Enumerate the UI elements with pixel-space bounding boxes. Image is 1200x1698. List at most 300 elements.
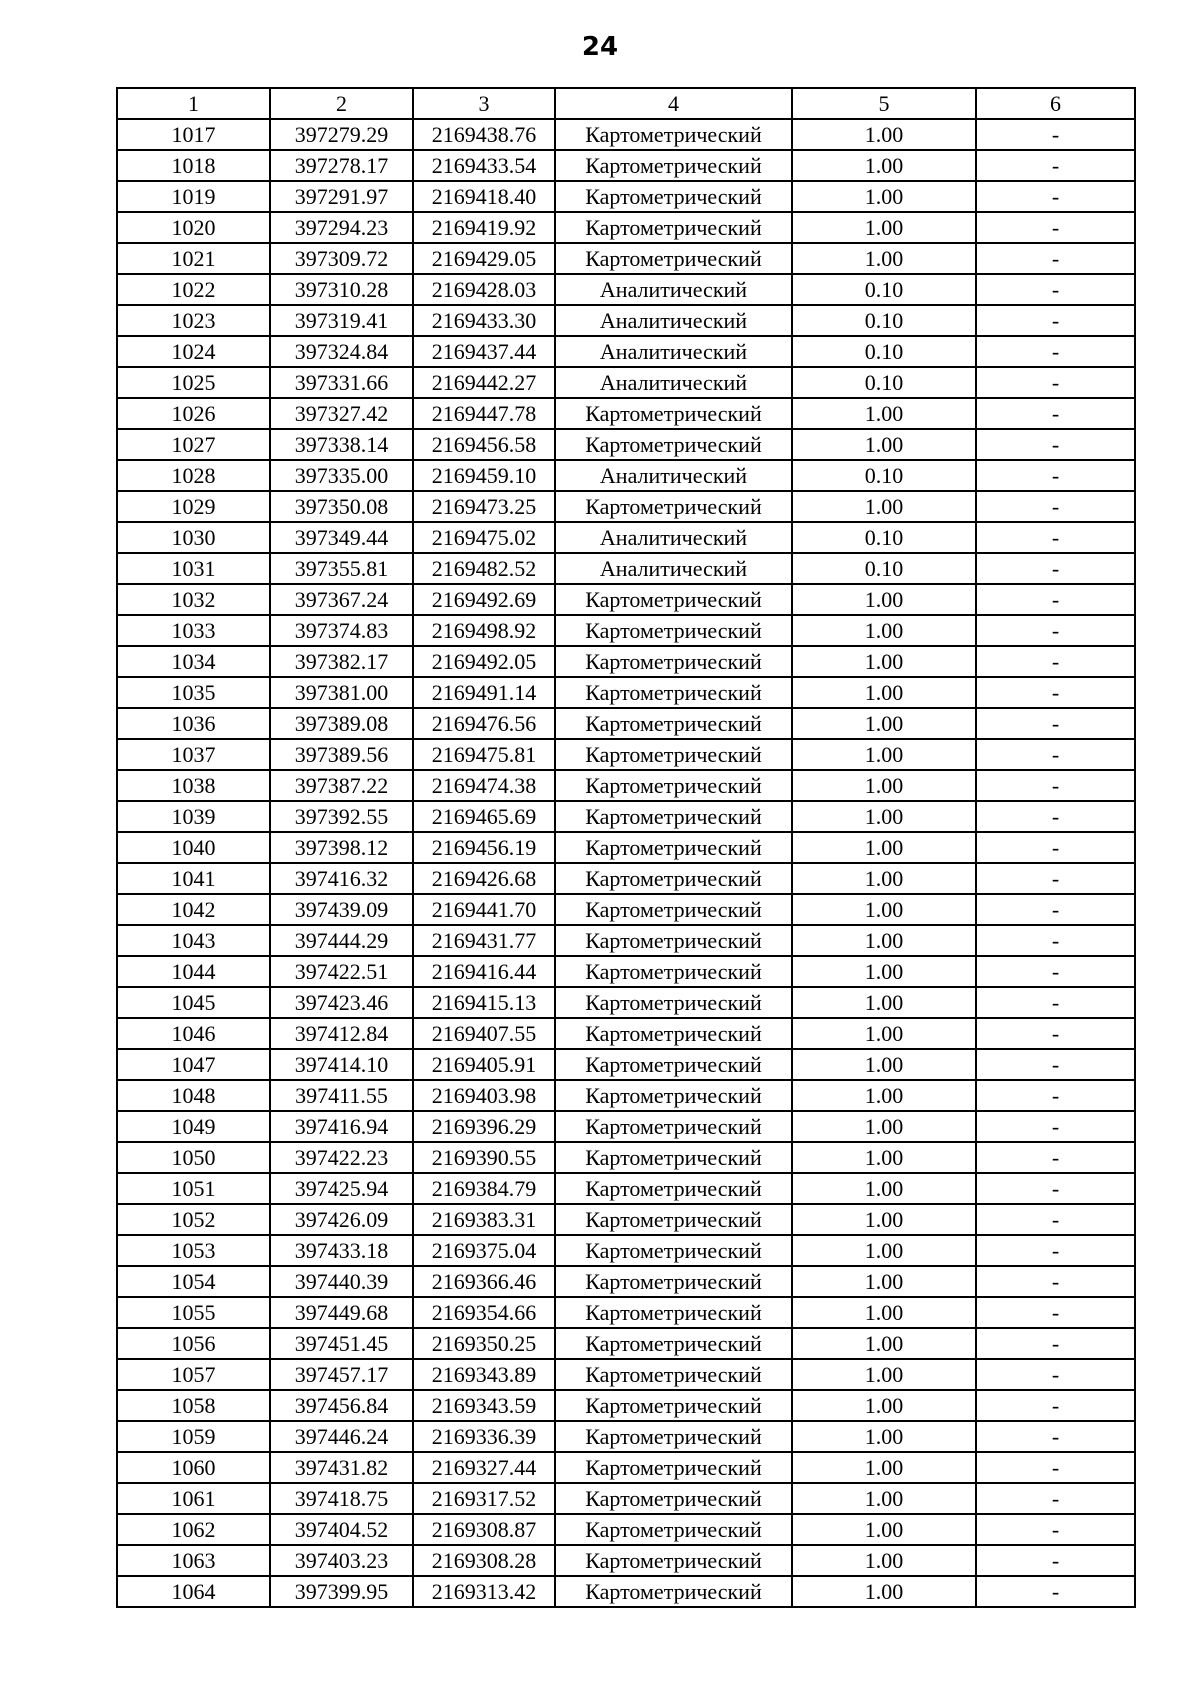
note-cell: - (976, 584, 1135, 615)
note-cell: - (976, 1514, 1135, 1545)
x-coordinate-cell: 397310.28 (270, 274, 413, 305)
accuracy-cell: 1.00 (792, 1545, 976, 1576)
x-coordinate-cell: 397422.51 (270, 956, 413, 987)
table-row (117, 119, 1135, 150)
table-row (117, 584, 1135, 615)
y-coordinate-cell: 2169431.77 (413, 925, 555, 956)
method-cell: Картометрический (555, 1049, 792, 1080)
table-row (117, 336, 1135, 367)
accuracy-cell: 1.00 (792, 1111, 976, 1142)
point-number-cell: 1035 (117, 677, 270, 708)
note-cell: - (976, 274, 1135, 305)
method-cell: Картометрический (555, 739, 792, 770)
point-number-cell: 1026 (117, 398, 270, 429)
x-coordinate-cell: 397398.12 (270, 832, 413, 863)
y-coordinate-cell: 2169437.44 (413, 336, 555, 367)
accuracy-cell: 1.00 (792, 708, 976, 739)
note-cell: - (976, 1111, 1135, 1142)
x-coordinate-cell: 397278.17 (270, 150, 413, 181)
y-coordinate-cell: 2169491.14 (413, 677, 555, 708)
accuracy-cell: 1.00 (792, 1173, 976, 1204)
x-coordinate-cell: 397414.10 (270, 1049, 413, 1080)
point-number-cell: 1060 (117, 1452, 270, 1483)
y-coordinate-cell: 2169475.81 (413, 739, 555, 770)
x-coordinate-cell: 397399.95 (270, 1576, 413, 1607)
y-coordinate-cell: 2169327.44 (413, 1452, 555, 1483)
accuracy-cell: 0.10 (792, 274, 976, 305)
note-cell: - (976, 956, 1135, 987)
table-row (117, 305, 1135, 336)
method-cell: Картометрический (555, 832, 792, 863)
note-cell: - (976, 119, 1135, 150)
note-cell: - (976, 1452, 1135, 1483)
method-cell: Картометрический (555, 1421, 792, 1452)
point-number-cell: 1049 (117, 1111, 270, 1142)
point-number-cell: 1041 (117, 863, 270, 894)
table-row (117, 553, 1135, 584)
y-coordinate-cell: 2169390.55 (413, 1142, 555, 1173)
x-coordinate-cell: 397389.56 (270, 739, 413, 770)
x-coordinate-cell: 397457.17 (270, 1359, 413, 1390)
table-row (117, 615, 1135, 646)
method-cell: Картометрический (555, 925, 792, 956)
x-coordinate-cell: 397327.42 (270, 398, 413, 429)
table-row (117, 1018, 1135, 1049)
note-cell: - (976, 336, 1135, 367)
accuracy-cell: 1.00 (792, 1328, 976, 1359)
table-row (117, 1297, 1135, 1328)
accuracy-cell: 0.10 (792, 367, 976, 398)
note-cell: - (976, 1235, 1135, 1266)
note-cell: - (976, 522, 1135, 553)
x-coordinate-cell: 397403.23 (270, 1545, 413, 1576)
table-row (117, 894, 1135, 925)
y-coordinate-cell: 2169492.05 (413, 646, 555, 677)
point-number-cell: 1058 (117, 1390, 270, 1421)
accuracy-cell: 1.00 (792, 646, 976, 677)
point-number-cell: 1038 (117, 770, 270, 801)
y-coordinate-cell: 2169459.10 (413, 460, 555, 491)
accuracy-cell: 0.10 (792, 460, 976, 491)
method-cell: Картометрический (555, 243, 792, 274)
y-coordinate-cell: 2169474.38 (413, 770, 555, 801)
y-coordinate-cell: 2169383.31 (413, 1204, 555, 1235)
y-coordinate-cell: 2169433.30 (413, 305, 555, 336)
method-cell: Картометрический (555, 150, 792, 181)
method-cell: Картометрический (555, 1266, 792, 1297)
note-cell: - (976, 181, 1135, 212)
table-header-row (117, 88, 1135, 119)
y-coordinate-cell: 2169415.13 (413, 987, 555, 1018)
x-coordinate-cell: 397439.09 (270, 894, 413, 925)
method-cell: Картометрический (555, 770, 792, 801)
y-coordinate-cell: 2169475.02 (413, 522, 555, 553)
table-row (117, 1545, 1135, 1576)
table-row (117, 739, 1135, 770)
method-cell: Картометрический (555, 646, 792, 677)
point-number-cell: 1046 (117, 1018, 270, 1049)
point-number-cell: 1064 (117, 1576, 270, 1607)
accuracy-cell: 1.00 (792, 894, 976, 925)
note-cell: - (976, 460, 1135, 491)
point-number-cell: 1050 (117, 1142, 270, 1173)
y-coordinate-cell: 2169456.58 (413, 429, 555, 460)
y-coordinate-cell: 2169442.27 (413, 367, 555, 398)
method-cell: Картометрический (555, 1452, 792, 1483)
table-row (117, 646, 1135, 677)
y-coordinate-cell: 2169433.54 (413, 150, 555, 181)
point-number-cell: 1051 (117, 1173, 270, 1204)
accuracy-cell: 1.00 (792, 801, 976, 832)
note-cell: - (976, 801, 1135, 832)
point-number-cell: 1053 (117, 1235, 270, 1266)
table-row (117, 1266, 1135, 1297)
table-row (117, 708, 1135, 739)
method-cell: Картометрический (555, 181, 792, 212)
y-coordinate-cell: 2169416.44 (413, 956, 555, 987)
accuracy-cell: 1.00 (792, 1514, 976, 1545)
y-coordinate-cell: 2169343.89 (413, 1359, 555, 1390)
x-coordinate-cell: 397425.94 (270, 1173, 413, 1204)
table-row (117, 1235, 1135, 1266)
accuracy-cell: 1.00 (792, 739, 976, 770)
x-coordinate-cell: 397433.18 (270, 1235, 413, 1266)
method-cell: Картометрический (555, 1235, 792, 1266)
note-cell: - (976, 987, 1135, 1018)
table-row (117, 956, 1135, 987)
accuracy-cell: 1.00 (792, 1235, 976, 1266)
note-cell: - (976, 212, 1135, 243)
y-coordinate-cell: 2169336.39 (413, 1421, 555, 1452)
y-coordinate-cell: 2169482.52 (413, 553, 555, 584)
note-cell: - (976, 1421, 1135, 1452)
x-coordinate-cell: 397367.24 (270, 584, 413, 615)
accuracy-cell: 1.00 (792, 1421, 976, 1452)
table-row (117, 181, 1135, 212)
y-coordinate-cell: 2169366.46 (413, 1266, 555, 1297)
point-number-cell: 1024 (117, 336, 270, 367)
table-row (117, 1049, 1135, 1080)
method-cell: Картометрический (555, 212, 792, 243)
x-coordinate-cell: 397404.52 (270, 1514, 413, 1545)
x-coordinate-cell: 397294.23 (270, 212, 413, 243)
table-row (117, 770, 1135, 801)
y-coordinate-cell: 2169317.52 (413, 1483, 555, 1514)
note-cell: - (976, 1545, 1135, 1576)
point-number-cell: 1054 (117, 1266, 270, 1297)
accuracy-cell: 1.00 (792, 1018, 976, 1049)
y-coordinate-cell: 2169419.92 (413, 212, 555, 243)
column-header: 5 (792, 88, 976, 119)
x-coordinate-cell: 397418.75 (270, 1483, 413, 1514)
point-number-cell: 1030 (117, 522, 270, 553)
point-number-cell: 1029 (117, 491, 270, 522)
x-coordinate-cell: 397349.44 (270, 522, 413, 553)
x-coordinate-cell: 397422.23 (270, 1142, 413, 1173)
x-coordinate-cell: 397350.08 (270, 491, 413, 522)
note-cell: - (976, 1266, 1135, 1297)
method-cell: Аналитический (555, 367, 792, 398)
x-coordinate-cell: 397381.00 (270, 677, 413, 708)
table-row (117, 1204, 1135, 1235)
x-coordinate-cell: 397279.29 (270, 119, 413, 150)
accuracy-cell: 1.00 (792, 770, 976, 801)
accuracy-cell: 1.00 (792, 1204, 976, 1235)
note-cell: - (976, 646, 1135, 677)
note-cell: - (976, 739, 1135, 770)
accuracy-cell: 1.00 (792, 1452, 976, 1483)
y-coordinate-cell: 2169426.68 (413, 863, 555, 894)
note-cell: - (976, 708, 1135, 739)
x-coordinate-cell: 397319.41 (270, 305, 413, 336)
method-cell: Картометрический (555, 119, 792, 150)
point-number-cell: 1059 (117, 1421, 270, 1452)
table-row (117, 1452, 1135, 1483)
point-number-cell: 1025 (117, 367, 270, 398)
method-cell: Картометрический (555, 1390, 792, 1421)
method-cell: Картометрический (555, 1514, 792, 1545)
page-number: 24 (581, 32, 619, 62)
method-cell: Картометрический (555, 1173, 792, 1204)
x-coordinate-cell: 397382.17 (270, 646, 413, 677)
coordinates-table (116, 87, 1136, 1608)
y-coordinate-cell: 2169354.66 (413, 1297, 555, 1328)
method-cell: Картометрический (555, 801, 792, 832)
note-cell: - (976, 553, 1135, 584)
x-coordinate-cell: 397423.46 (270, 987, 413, 1018)
method-cell: Картометрический (555, 1297, 792, 1328)
point-number-cell: 1023 (117, 305, 270, 336)
accuracy-cell: 1.00 (792, 925, 976, 956)
table-row (117, 1421, 1135, 1452)
y-coordinate-cell: 2169396.29 (413, 1111, 555, 1142)
y-coordinate-cell: 2169343.59 (413, 1390, 555, 1421)
point-number-cell: 1055 (117, 1297, 270, 1328)
method-cell: Картометрический (555, 1545, 792, 1576)
table-row (117, 863, 1135, 894)
table-row (117, 429, 1135, 460)
note-cell: - (976, 1297, 1135, 1328)
y-coordinate-cell: 2169447.78 (413, 398, 555, 429)
note-cell: - (976, 305, 1135, 336)
y-coordinate-cell: 2169405.91 (413, 1049, 555, 1080)
x-coordinate-cell: 397355.81 (270, 553, 413, 584)
table-row (117, 274, 1135, 305)
accuracy-cell: 1.00 (792, 956, 976, 987)
note-cell: - (976, 1483, 1135, 1514)
method-cell: Картометрический (555, 863, 792, 894)
column-header: 4 (555, 88, 792, 119)
method-cell: Аналитический (555, 553, 792, 584)
point-number-cell: 1033 (117, 615, 270, 646)
x-coordinate-cell: 397416.32 (270, 863, 413, 894)
method-cell: Картометрический (555, 677, 792, 708)
method-cell: Картометрический (555, 1483, 792, 1514)
table-row (117, 1080, 1135, 1111)
table-row (117, 212, 1135, 243)
y-coordinate-cell: 2169465.69 (413, 801, 555, 832)
note-cell: - (976, 1018, 1135, 1049)
note-cell: - (976, 1359, 1135, 1390)
point-number-cell: 1028 (117, 460, 270, 491)
table-row (117, 367, 1135, 398)
point-number-cell: 1057 (117, 1359, 270, 1390)
point-number-cell: 1039 (117, 801, 270, 832)
accuracy-cell: 0.10 (792, 336, 976, 367)
accuracy-cell: 1.00 (792, 863, 976, 894)
accuracy-cell: 1.00 (792, 429, 976, 460)
table-row (117, 1514, 1135, 1545)
table-row (117, 150, 1135, 181)
point-number-cell: 1044 (117, 956, 270, 987)
table-row (117, 1173, 1135, 1204)
accuracy-cell: 1.00 (792, 987, 976, 1018)
method-cell: Аналитический (555, 274, 792, 305)
y-coordinate-cell: 2169429.05 (413, 243, 555, 274)
point-number-cell: 1022 (117, 274, 270, 305)
point-number-cell: 1047 (117, 1049, 270, 1080)
point-number-cell: 1045 (117, 987, 270, 1018)
accuracy-cell: 1.00 (792, 677, 976, 708)
x-coordinate-cell: 397411.55 (270, 1080, 413, 1111)
table-row (117, 1576, 1135, 1607)
note-cell: - (976, 615, 1135, 646)
accuracy-cell: 1.00 (792, 491, 976, 522)
point-number-cell: 1042 (117, 894, 270, 925)
y-coordinate-cell: 2169498.92 (413, 615, 555, 646)
table-row (117, 677, 1135, 708)
point-number-cell: 1037 (117, 739, 270, 770)
accuracy-cell: 1.00 (792, 212, 976, 243)
accuracy-cell: 0.10 (792, 305, 976, 336)
table-row (117, 987, 1135, 1018)
note-cell: - (976, 677, 1135, 708)
y-coordinate-cell: 2169438.76 (413, 119, 555, 150)
point-number-cell: 1056 (117, 1328, 270, 1359)
accuracy-cell: 1.00 (792, 1080, 976, 1111)
accuracy-cell: 1.00 (792, 584, 976, 615)
x-coordinate-cell: 397389.08 (270, 708, 413, 739)
method-cell: Картометрический (555, 1080, 792, 1111)
method-cell: Картометрический (555, 956, 792, 987)
point-number-cell: 1063 (117, 1545, 270, 1576)
y-coordinate-cell: 2169308.28 (413, 1545, 555, 1576)
method-cell: Аналитический (555, 336, 792, 367)
accuracy-cell: 1.00 (792, 1297, 976, 1328)
x-coordinate-cell: 397412.84 (270, 1018, 413, 1049)
method-cell: Картометрический (555, 1018, 792, 1049)
x-coordinate-cell: 397324.84 (270, 336, 413, 367)
table-row (117, 1483, 1135, 1514)
accuracy-cell: 1.00 (792, 1390, 976, 1421)
y-coordinate-cell: 2169384.79 (413, 1173, 555, 1204)
x-coordinate-cell: 397387.22 (270, 770, 413, 801)
method-cell: Картометрический (555, 1142, 792, 1173)
table-row (117, 925, 1135, 956)
note-cell: - (976, 367, 1135, 398)
note-cell: - (976, 150, 1135, 181)
y-coordinate-cell: 2169403.98 (413, 1080, 555, 1111)
note-cell: - (976, 863, 1135, 894)
table-body (117, 119, 1135, 1607)
x-coordinate-cell: 397392.55 (270, 801, 413, 832)
note-cell: - (976, 770, 1135, 801)
note-cell: - (976, 1049, 1135, 1080)
table-row (117, 243, 1135, 274)
accuracy-cell: 1.00 (792, 119, 976, 150)
point-number-cell: 1021 (117, 243, 270, 274)
method-cell: Картометрический (555, 1204, 792, 1235)
point-number-cell: 1048 (117, 1080, 270, 1111)
x-coordinate-cell: 397331.66 (270, 367, 413, 398)
accuracy-cell: 0.10 (792, 522, 976, 553)
x-coordinate-cell: 397449.68 (270, 1297, 413, 1328)
note-cell: - (976, 925, 1135, 956)
x-coordinate-cell: 397456.84 (270, 1390, 413, 1421)
note-cell: - (976, 1142, 1135, 1173)
note-cell: - (976, 1576, 1135, 1607)
x-coordinate-cell: 397451.45 (270, 1328, 413, 1359)
y-coordinate-cell: 2169473.25 (413, 491, 555, 522)
x-coordinate-cell: 397440.39 (270, 1266, 413, 1297)
x-coordinate-cell: 397446.24 (270, 1421, 413, 1452)
accuracy-cell: 1.00 (792, 832, 976, 863)
accuracy-cell: 1.00 (792, 1266, 976, 1297)
point-number-cell: 1034 (117, 646, 270, 677)
point-number-cell: 1061 (117, 1483, 270, 1514)
accuracy-cell: 1.00 (792, 181, 976, 212)
point-number-cell: 1062 (117, 1514, 270, 1545)
table-row (117, 522, 1135, 553)
note-cell: - (976, 894, 1135, 925)
y-coordinate-cell: 2169350.25 (413, 1328, 555, 1359)
y-coordinate-cell: 2169441.70 (413, 894, 555, 925)
method-cell: Аналитический (555, 522, 792, 553)
accuracy-cell: 0.10 (792, 553, 976, 584)
accuracy-cell: 1.00 (792, 243, 976, 274)
accuracy-cell: 1.00 (792, 1576, 976, 1607)
point-number-cell: 1040 (117, 832, 270, 863)
table-row (117, 460, 1135, 491)
method-cell: Картометрический (555, 429, 792, 460)
method-cell: Аналитический (555, 305, 792, 336)
accuracy-cell: 1.00 (792, 615, 976, 646)
table-row (117, 491, 1135, 522)
note-cell: - (976, 1173, 1135, 1204)
method-cell: Картометрический (555, 1576, 792, 1607)
y-coordinate-cell: 2169407.55 (413, 1018, 555, 1049)
point-number-cell: 1027 (117, 429, 270, 460)
note-cell: - (976, 1080, 1135, 1111)
note-cell: - (976, 1328, 1135, 1359)
x-coordinate-cell: 397338.14 (270, 429, 413, 460)
table-row (117, 398, 1135, 429)
y-coordinate-cell: 2169476.56 (413, 708, 555, 739)
point-number-cell: 1052 (117, 1204, 270, 1235)
point-number-cell: 1031 (117, 553, 270, 584)
method-cell: Картометрический (555, 398, 792, 429)
point-number-cell: 1017 (117, 119, 270, 150)
method-cell: Аналитический (555, 460, 792, 491)
table-row (117, 801, 1135, 832)
point-number-cell: 1020 (117, 212, 270, 243)
accuracy-cell: 1.00 (792, 1142, 976, 1173)
note-cell: - (976, 1204, 1135, 1235)
y-coordinate-cell: 2169492.69 (413, 584, 555, 615)
accuracy-cell: 1.00 (792, 1049, 976, 1080)
y-coordinate-cell: 2169428.03 (413, 274, 555, 305)
point-number-cell: 1019 (117, 181, 270, 212)
